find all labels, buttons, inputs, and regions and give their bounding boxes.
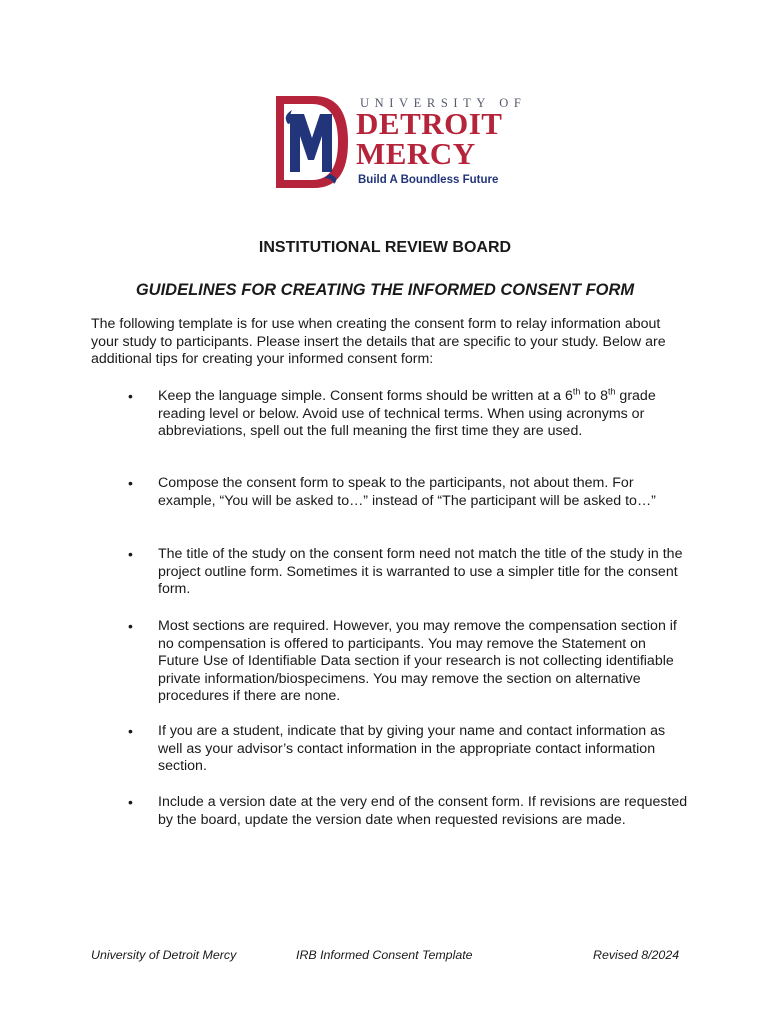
tip-text: Most sections are required. However, you may remove the compensation section if no compensation is offered to participants. You may remove the Statement on Future Use of Identifiable Data section if your research is not collecting identifiable private information/biospecimens. You may remove the section on alternative procedures if there are none. [158,618,677,705]
university-shield-logo-mark [274,94,350,190]
footer-institution: University of Detroit Mercy [91,948,237,962]
bullet-icon: • [128,618,133,634]
bullet-icon: • [128,475,133,491]
logo-mercy: MERCY [356,136,476,171]
logo-tagline: Build A Boundless Future [358,174,499,186]
bullet-icon: • [128,794,133,810]
logo-detroit: DETROIT [356,106,503,141]
university-logo [274,94,527,192]
logo-university-of: UNIVERSITY OF [360,96,527,110]
document-title: INSTITUTIONAL REVIEW BOARD [258,239,512,256]
tip-text: Compose the consent form to speak to the participants, not about them. For example, “You will be asked to…” instead of “The participant will be asked to…” [158,475,656,509]
intro-paragraph: The following template is for use when creating the consent form to relay information about your study to participants. Please insert the details that are specific to your study. Below are additional tips for creating your informed consent form: [91,316,666,368]
bullet-icon: • [128,723,133,739]
footer-revision: Revised 8/2024 [593,948,680,962]
tip-text: Include a version date at the very end of the consent form. If revisions are requested by the board, update the version date when requested revisions are made. [158,794,688,828]
document-subtitle: GUIDELINES FOR CREATING THE INFORMED CONSENT FORM [135,281,635,299]
tip-text: Keep the language simple. Consent forms should be written at a 6th to 8th grade reading level or below. Avoid use of technical terms. When using acronyms or abbreviations, spell out the full meaning the first time they are used. [158,386,656,440]
bullet-icon: • [128,388,133,404]
footer-document-name: IRB Informed Consent Template [296,948,473,962]
tip-text: If you are a student, indicate that by giving your name and contact information as well as your advisor’s contact information in the appropriate contact information section. [158,723,666,775]
bullet-icon: • [128,546,133,562]
tip-text: The title of the study on the consent form need not match the title of the study in the project outline form. Sometimes it is warranted to use a simpler title for the consent form. [158,546,683,598]
